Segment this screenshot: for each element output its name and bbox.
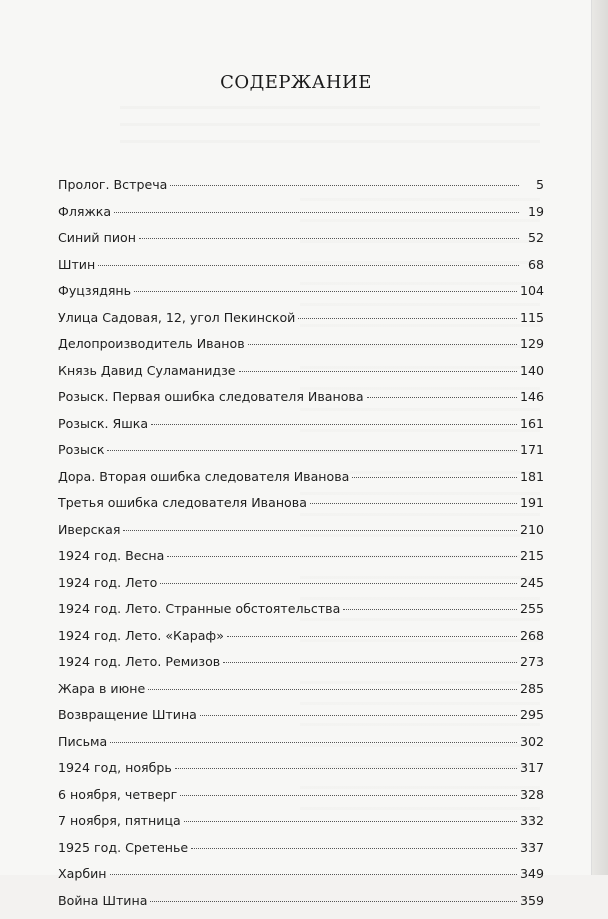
toc-entry-page-number: 52 — [522, 230, 544, 245]
toc-entry-page-number: 268 — [520, 628, 544, 643]
bleed-through-texture — [120, 92, 540, 152]
toc-entry-title: Иверская — [58, 522, 120, 537]
toc-entry-page-number: 359 — [520, 893, 544, 908]
dot-leader — [343, 609, 517, 610]
toc-entry — [58, 601, 544, 628]
toc-entry — [58, 654, 544, 681]
toc-entry-title: Синий пион — [58, 230, 136, 245]
dot-leader — [151, 424, 517, 425]
toc-entry-page-number: 181 — [520, 469, 544, 484]
dot-leader — [223, 662, 517, 663]
toc-entry-title: 1924 год, ноябрь — [58, 760, 172, 775]
toc-entry-page-number: 349 — [520, 866, 544, 881]
toc-entry — [58, 787, 544, 814]
toc-entry — [58, 575, 544, 602]
toc-entry — [58, 893, 544, 919]
toc-entry-page-number: 115 — [520, 310, 544, 325]
toc-entry-page-number: 104 — [520, 283, 544, 298]
dot-leader — [123, 530, 517, 531]
toc-entry-title: Возвращение Штина — [58, 707, 197, 722]
toc-entry — [58, 495, 544, 522]
toc-entry-page-number: 210 — [520, 522, 544, 537]
toc-entry — [58, 628, 544, 655]
toc-entry-page-number: 171 — [520, 442, 544, 457]
toc-entry-page-number: 146 — [520, 389, 544, 404]
toc-entry-title: Князь Давид Суламанидзе — [58, 363, 236, 378]
toc-entry-title: Фляжка — [58, 204, 111, 219]
toc-entry — [58, 442, 544, 469]
toc-entry-page-number: 191 — [520, 495, 544, 510]
dot-leader — [98, 265, 519, 266]
toc-entry-title: Розыск. Первая ошибка следователя Иванова — [58, 389, 364, 404]
toc-entry — [58, 760, 544, 787]
toc-entry-title: 1924 год. Весна — [58, 548, 164, 563]
toc-entry-page-number: 140 — [520, 363, 544, 378]
toc-entry-title: Война Штина — [58, 893, 147, 908]
toc-entry-page-number: 129 — [520, 336, 544, 351]
toc-entry-title: Фуцзядянь — [58, 283, 131, 298]
toc-entry-title: Письма — [58, 734, 107, 749]
toc-entry — [58, 522, 544, 549]
toc-entry-title: 1924 год. Лето. Странные обстоятельства — [58, 601, 340, 616]
toc-entry-title: 1924 год. Лето. Ремизов — [58, 654, 220, 669]
toc-entry — [58, 230, 544, 257]
dot-leader — [107, 450, 516, 451]
toc-entry-page-number: 337 — [520, 840, 544, 855]
toc-entry-page-number: 19 — [522, 204, 544, 219]
toc-entry — [58, 363, 544, 390]
toc-entry-title: Жара в июне — [58, 681, 145, 696]
toc-entry-title: 7 ноября, пятница — [58, 813, 181, 828]
dot-leader — [175, 768, 517, 769]
toc-entry-title: 1924 год. Лето — [58, 575, 157, 590]
toc-entry — [58, 177, 544, 204]
toc-entry-page-number: 328 — [520, 787, 544, 802]
toc-entry — [58, 734, 544, 761]
dot-leader — [167, 556, 517, 557]
dot-leader — [134, 291, 517, 292]
toc-entry-title: Штин — [58, 257, 95, 272]
toc-entry — [58, 336, 544, 363]
toc-entry-title: 6 ноября, четверг — [58, 787, 177, 802]
toc-entry — [58, 257, 544, 284]
toc-entry — [58, 813, 544, 840]
dot-leader — [352, 477, 517, 478]
toc-entry — [58, 840, 544, 867]
toc-entry-title: 1925 год. Сретенье — [58, 840, 188, 855]
toc-entry-title: Третья ошибка следователя Иванова — [58, 495, 307, 510]
dot-leader — [114, 212, 519, 213]
dot-leader — [367, 397, 517, 398]
toc-entry — [58, 389, 544, 416]
toc-entry-title: Розыск — [58, 442, 104, 457]
toc-entry-page-number: 332 — [520, 813, 544, 828]
dot-leader — [139, 238, 519, 239]
toc-list — [58, 177, 544, 919]
toc-entry-page-number: 273 — [520, 654, 544, 669]
toc-entry — [58, 283, 544, 310]
toc-entry-page-number: 5 — [522, 177, 544, 192]
toc-entry — [58, 310, 544, 337]
toc-entry — [58, 707, 544, 734]
toc-entry-page-number: 317 — [520, 760, 544, 775]
dot-leader — [310, 503, 517, 504]
page-edge — [592, 0, 608, 875]
toc-entry-title: Харбин — [58, 866, 107, 881]
toc-entry-page-number: 285 — [520, 681, 544, 696]
dot-leader — [227, 636, 517, 637]
toc-entry-page-number: 295 — [520, 707, 544, 722]
dot-leader — [180, 795, 517, 796]
toc-entry-title: Делопроизводитель Иванов — [58, 336, 245, 351]
toc-entry-title: Дора. Вторая ошибка следователя Иванова — [58, 469, 349, 484]
toc-entry-page-number: 255 — [520, 601, 544, 616]
toc-entry — [58, 866, 544, 893]
dot-leader — [200, 715, 517, 716]
dot-leader — [110, 742, 517, 743]
dot-leader — [160, 583, 517, 584]
dot-leader — [184, 821, 517, 822]
toc-entry-title: 1924 год. Лето. «Караф» — [58, 628, 224, 643]
toc-entry — [58, 204, 544, 231]
toc-entry-page-number: 302 — [520, 734, 544, 749]
toc-entry-page-number: 245 — [520, 575, 544, 590]
toc-entry — [58, 469, 544, 496]
toc-entry-page-number: 68 — [522, 257, 544, 272]
toc-entry-title: Розыск. Яшка — [58, 416, 148, 431]
dot-leader — [298, 318, 517, 319]
toc-entry — [58, 548, 544, 575]
dot-leader — [148, 689, 517, 690]
toc-entry-title: Пролог. Встреча — [58, 177, 167, 192]
dot-leader — [191, 848, 517, 849]
toc-entry — [58, 416, 544, 443]
dot-leader — [150, 901, 517, 902]
toc-entry-page-number: 161 — [520, 416, 544, 431]
dot-leader — [248, 344, 517, 345]
toc-entry — [58, 681, 544, 708]
dot-leader — [239, 371, 517, 372]
toc-entry-page-number: 215 — [520, 548, 544, 563]
dot-leader — [170, 185, 519, 186]
toc-entry-title: Улица Садовая, 12, угол Пекинской — [58, 310, 295, 325]
toc-title: СОДЕРЖАНИЕ — [0, 72, 592, 93]
